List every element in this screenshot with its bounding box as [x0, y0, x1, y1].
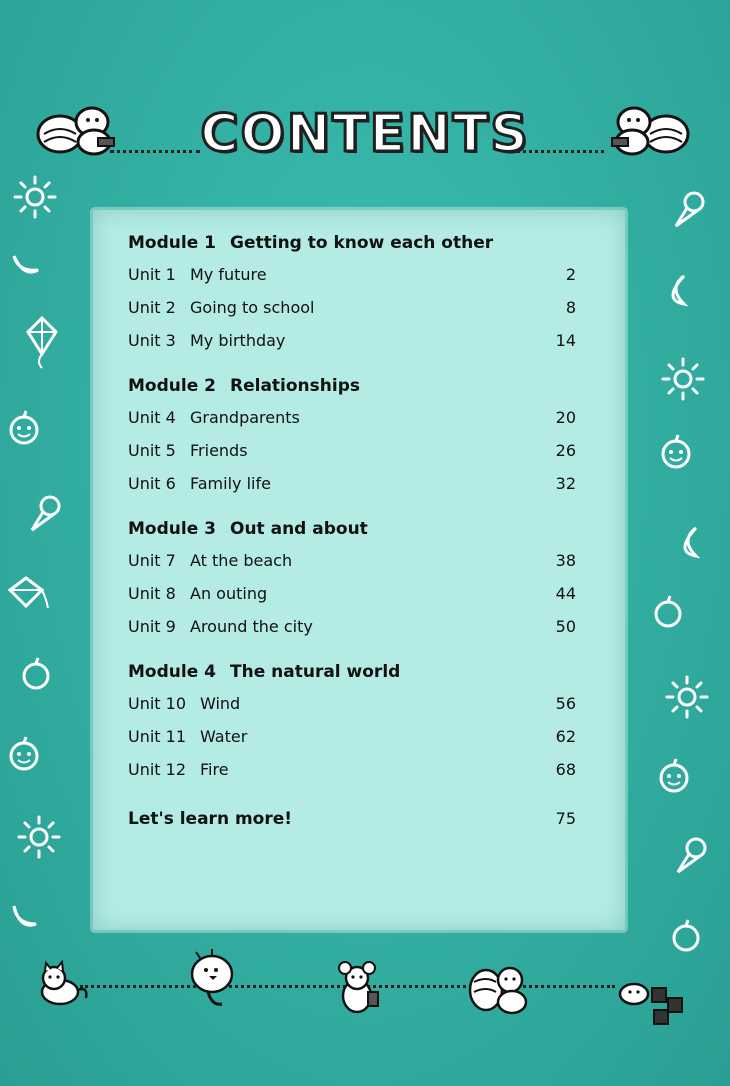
unit-name: At the beach: [190, 551, 293, 570]
unit-number: Unit 3: [128, 331, 176, 350]
lets-learn-more-row[interactable]: [128, 804, 576, 834]
sun-icon-4: [664, 674, 710, 720]
unit-name: An outing: [190, 584, 268, 603]
ice-cream-icon-3: [674, 836, 708, 876]
unit-number: Unit 11: [128, 727, 187, 746]
ice-cream-icon: [28, 494, 62, 534]
unit-number: Unit 7: [128, 551, 176, 570]
extra-section-name: Let's learn more!: [128, 809, 293, 829]
unit-name: My birthday: [190, 331, 286, 350]
apple-face-icon-3: [658, 432, 694, 470]
mouse-icon: [332, 960, 382, 1016]
module-number: Module 2: [128, 376, 216, 396]
module-name: Out and about: [230, 519, 368, 539]
unit-row[interactable]: [128, 467, 576, 500]
module-name: Getting to know each other: [230, 233, 494, 253]
unit-page: 56: [555, 694, 576, 713]
module-3: [128, 514, 576, 643]
unit-number: Unit 8: [128, 584, 176, 603]
unit-number: Unit 1: [128, 265, 176, 284]
unit-name: Family life: [190, 474, 271, 493]
unit-name: Fire: [200, 760, 229, 779]
unit-row[interactable]: [128, 753, 576, 786]
unit-page: 32: [555, 474, 576, 493]
unit-name: Grandparents: [190, 408, 300, 427]
moon-icon-2: [8, 898, 42, 932]
apple-icon-2: [652, 594, 684, 630]
module-heading[interactable]: [128, 514, 576, 544]
module-heading[interactable]: [128, 657, 576, 687]
unit-number: Unit 2: [128, 298, 176, 317]
module-4: [128, 657, 576, 786]
extra-section-page: 75: [555, 809, 576, 828]
unit-row[interactable]: [128, 577, 576, 610]
unit-page: 38: [555, 551, 576, 570]
unit-name: My future: [190, 265, 267, 284]
unit-name: Going to school: [190, 298, 315, 317]
apple-face-icon: [6, 408, 42, 446]
unit-row[interactable]: [128, 544, 576, 577]
unit-row[interactable]: [128, 324, 576, 357]
module-2: [128, 371, 576, 500]
module-name: Relationships: [230, 376, 360, 396]
module-heading[interactable]: [128, 371, 576, 401]
unit-page: 50: [555, 617, 576, 636]
unit-page: 44: [555, 584, 576, 603]
apple-face-icon-2: [6, 734, 42, 772]
unit-number: Unit 12: [128, 760, 187, 779]
unit-row[interactable]: [128, 291, 576, 324]
unit-number: Unit 6: [128, 474, 176, 493]
unit-name: Water: [200, 727, 248, 746]
unit-number: Unit 9: [128, 617, 176, 636]
unit-row[interactable]: [128, 401, 576, 434]
unit-page: 8: [565, 298, 576, 317]
kite-icon: [22, 314, 62, 370]
unit-page: 68: [555, 760, 576, 779]
unit-row[interactable]: [128, 434, 576, 467]
table-of-contents: [128, 228, 576, 834]
module-number: Module 4: [128, 662, 216, 682]
critter-with-blocks-icon: [612, 970, 690, 1032]
unit-page: 2: [565, 265, 576, 284]
squirrel-bottom-icon: [468, 960, 534, 1016]
ice-cream-icon-2: [672, 190, 706, 230]
moon-icon: [8, 246, 42, 280]
unit-number: Unit 10: [128, 694, 187, 713]
module-heading[interactable]: [128, 228, 576, 258]
bird-icon: [182, 948, 242, 1012]
unit-number: Unit 5: [128, 441, 176, 460]
unit-row[interactable]: [128, 258, 576, 291]
sun-icon-3: [660, 356, 706, 402]
unit-page: 26: [555, 441, 576, 460]
unit-name: Wind: [200, 694, 241, 713]
module-number: Module 1: [128, 233, 216, 253]
sun-icon: [12, 174, 58, 220]
unit-page: 62: [555, 727, 576, 746]
unit-row[interactable]: [128, 610, 576, 643]
apple-face-icon-4: [656, 756, 692, 794]
module-1: [128, 228, 576, 357]
cat-icon: [34, 960, 90, 1010]
unit-page: 20: [555, 408, 576, 427]
module-number: Module 3: [128, 519, 216, 539]
sun-icon-2: [16, 814, 62, 860]
unit-name: Friends: [190, 441, 248, 460]
moon-icon-3: [664, 272, 698, 308]
unit-row[interactable]: [128, 687, 576, 720]
moon-icon-4: [676, 524, 710, 560]
page-title: CONTENTS: [200, 104, 530, 164]
unit-name: Around the city: [190, 617, 313, 636]
module-name: The natural world: [230, 662, 401, 682]
unit-row[interactable]: [128, 720, 576, 753]
apple-icon: [20, 656, 52, 692]
unit-number: Unit 4: [128, 408, 176, 427]
unit-page: 14: [555, 331, 576, 350]
kite-icon-2: [6, 574, 50, 614]
apple-icon-3: [670, 918, 702, 954]
